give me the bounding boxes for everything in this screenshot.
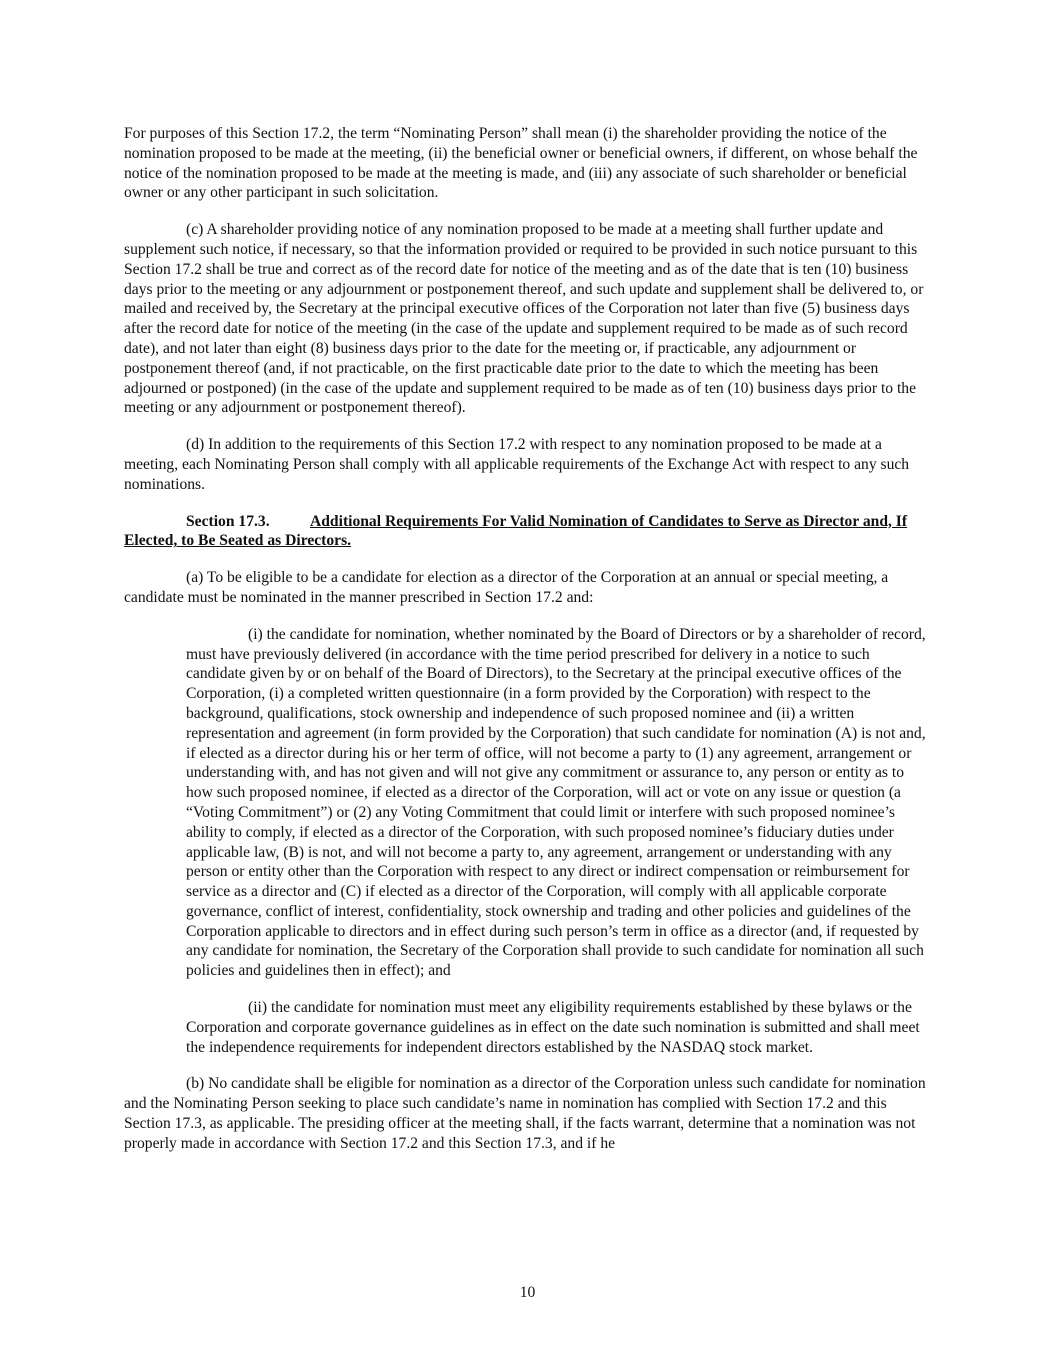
page-number: 10 (519, 1284, 536, 1301)
section-heading (124, 512, 932, 552)
section-number: Section 17.3. (186, 512, 270, 530)
paragraph-d-exchange-act: (d) In addition to the requirements of this Section 17.2 with respect to any nomination proposed to be made at a meeting, each Nominating Person shall comply with all applicable requirements of the Exchange Act with respect to any such nominations. (124, 436, 910, 493)
paragraph-i-questionnaire: (i) the candidate for nomination, whether nominated by the Board of Directors or by a shareholder of record, must have previously delivered (in accordance with the time period prescribed for delivery in a notice to such candidate given by or on behalf of the Board of Directors), to the Secretary at the principal executive offices of the Corporation, (i) a completed written questionnaire (in a form provided by the Corporation) with respect to the background, qualifications, stock ownership and independence of such proposed nominee and (ii) a written representation and agreement (in form provided by the Corporation) that such candidate for nomination (A) is not and, if elected as a director during his or her term of office, will not become a party to (1) any agreement, arrangement or understanding with, and has not given and will not give any commitment or assurance to, any person or entity as to how such proposed nominee, if elected as a director of the Corporation, will act or vote on any issue or question (a “Voting Commitment”) or (2) any Voting Commitment that could limit or interfere with such proposed nominee’s ability to comply, if elected as a director of the Corporation, with such proposed nominee’s fiduciary duties under applicable law, (B) is not, and will not become a party to, any agreement, arrangement or understanding with any person or entity other than the Corporation with respect to any direct or indirect compensation or reimbursement for service as a director and (C) if elected as a director of the Corporation, will comply with all applicable corporate governance, conflict of interest, confidentiality, stock ownership and trading and other policies and guidelines of the Corporation applicable to directors and in effect during such person’s term in office as a director (and, if requested by any candidate for nomination, the Secretary of the Corporation shall provide to such candidate for nomination all such policies and guidelines then in effect); and (186, 625, 926, 980)
paragraph-a-eligibility: (a) To be eligible to be a candidate for election as a director of the Corporation at an annual or special meeting, a candidate must be nominated in the manner prescribed in Section 17.2 and: (124, 569, 889, 606)
paragraph-ii-requirements: (ii) the candidate for nomination must meet any eligibility requirements established by these bylaws or the Corporation and corporate governance guidelines as in effect on the date such nomination is submitted and shall meet the independence requirements for independent directors established by the NASDAQ stock market. (186, 999, 920, 1056)
paragraph-nominating-person-definition: For purposes of this Section 17.2, the term “Nominating Person” shall mean (i) the shareholder providing the notice of the nomination proposed to be made at the meeting, (ii) the beneficial owner or beneficial owners, if different, on whose behalf the notice of the nomination proposed to be made at the meeting is made, and (iii) any associate of such shareholder or beneficial owner or any other participant in such solicitation. (124, 125, 918, 202)
document-page (124, 124, 932, 1171)
paragraph-b-no-candidate: (b) No candidate shall be eligible for nomination as a director of the Corporation unless such candidate for nomination and the Nominating Person seeking to place such candidate’s name in nomination has complied with Section 17.2 and this Section 17.3, as applicable. The presiding officer at the meeting shall, if the facts warrant, determine that a nomination was not properly made in accordance with Section 17.2 and this Section 17.3, and if he (124, 1075, 926, 1152)
section-title: Additional Requirements For Valid Nomination of Candidates to Serve as Director and, If Elected, to Be Seated as Directors. (124, 512, 908, 550)
paragraph-c-update-supplement: (c) A shareholder providing notice of any nomination proposed to be made at a meeting shall further update and supplement such notice, if necessary, so that the information provided or required to be provided in such notice pursuant to this Section 17.2 shall be true and correct as of the record date for notice of the meeting and as of the date that is ten (10) business days prior to the meeting or any adjournment or postponement thereof, and such update and supplement shall be delivered to, or mailed and received by, the Secretary at the principal executive offices of the Corporation not later than five (5) business days after the record date for notice of the meeting (in the case of the update and supplement required to be made as of such record date), and not later than eight (8) business days prior to the date for the meeting or, if practicable, any adjournment or postponement thereof (and, if not practicable, on the first practicable date prior to the date to which the meeting has been adjourned or postponed) (in the case of the update and supplement required to be made as of ten (10) business days prior to the meeting or any adjournment or postponement thereof). (124, 221, 924, 417)
